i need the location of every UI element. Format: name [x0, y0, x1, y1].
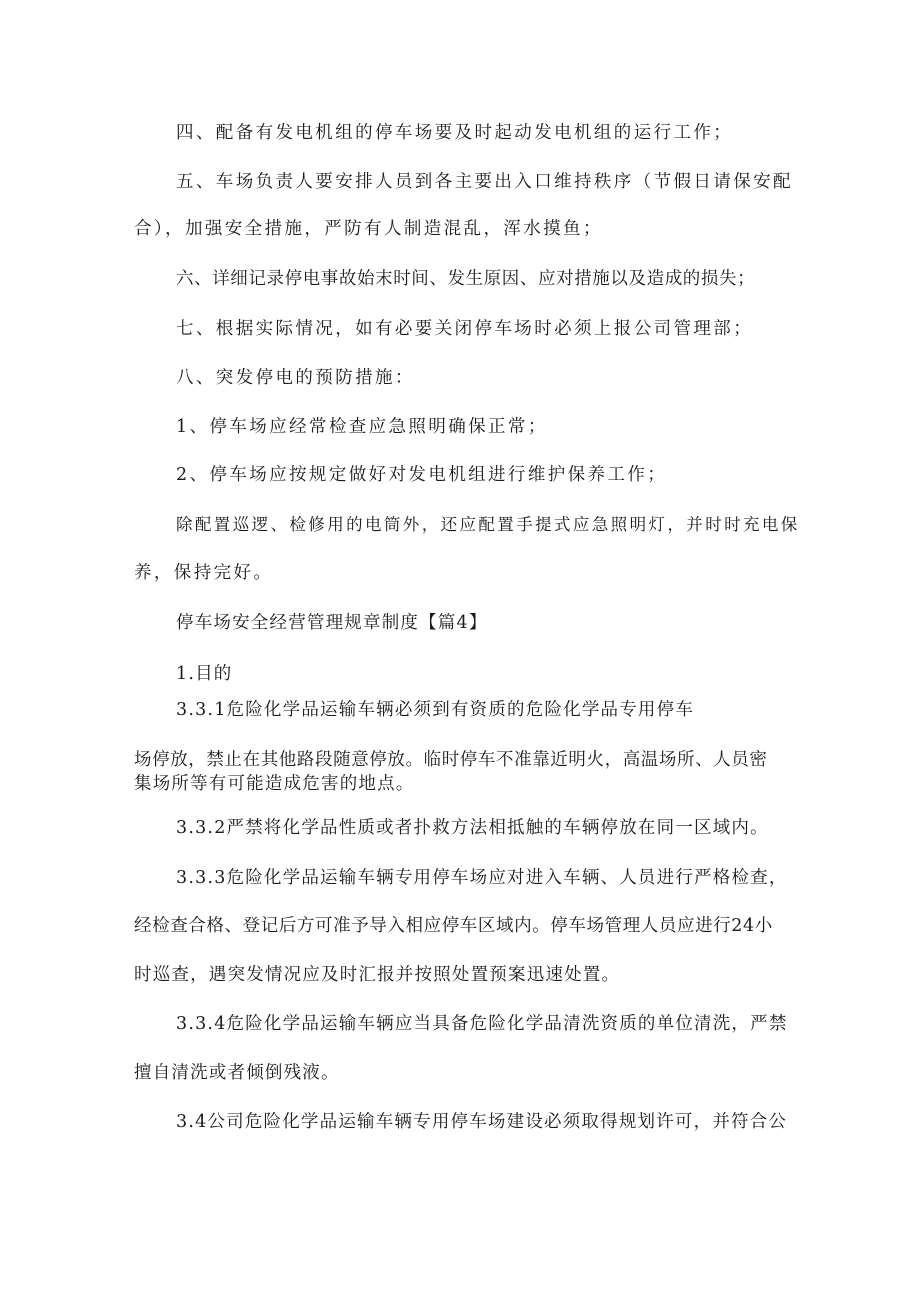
section-heading: 停车场安全经营管理规章制度【篇4】 [176, 613, 488, 633]
paragraph-line: 经检查合格、登记后方可准予导入相应停车区域内。停车场管理人员应进行24小 [134, 916, 773, 936]
paragraph-line: 2、停车场应按规定做好对发电机组进行维护保养工作； [176, 465, 668, 485]
paragraph-line: 3.3.4危险化学品运输车辆应当具备危险化学品清洗资质的单位清洗，严禁 [176, 1014, 788, 1034]
paragraph-line: 场停放，禁止在其他路段随意停放。临时停车不准靠近明火，高温场所、人员密 [134, 750, 768, 770]
paragraph-line: 除配置巡逻、检修用的电筒外，还应配置手提式应急照明灯，并时时充电保 [176, 515, 800, 534]
paragraph-line: 3.3.3危险化学品运输车辆专用停车场应对进入车辆、人员进行严格检查， [176, 868, 788, 888]
paragraph-line: 养，保持完好。 [134, 563, 274, 583]
paragraph-line: 合），加强安全措施，严防有人制造混乱，浑水摸鱼； [134, 219, 603, 239]
paragraph-line: 3.3.2严禁将化学品性质或者扑救方法相抵触的车辆停放在同一区域内。 [176, 818, 769, 838]
paragraph-line: 五、车场负责人要安排人员到各主要出入口维持秩序（节假日请保安配 [176, 172, 793, 192]
paragraph-line: 七、根据实际情况，如有必要关闭停车场时必须上报公司管理部； [176, 319, 754, 339]
paragraph-line: 六、详细记录停电事故始末时间、发生原因、应对措施以及造成的损失； [176, 269, 756, 289]
paragraph-line: 1.目的 [176, 664, 233, 684]
paragraph-line: 3.3.1危险化学品运输车辆必须到有资质的危险化学品专用停车 [176, 700, 695, 720]
paragraph-line: 八、突发停电的预防措施： [176, 368, 415, 388]
paragraph-line: 四、配备有发电机组的停车场要及时起动发电机组的运行工作； [176, 123, 734, 143]
paragraph-line: 集场所等有可能造成危害的地点。 [134, 774, 415, 794]
paragraph-line: 3.4公司危险化学品运输车辆专用停车场建设必须取得规划许可，并符合公 [176, 1112, 788, 1132]
paragraph-line: 擅自清洗或者倾倒残液。 [134, 1063, 340, 1083]
paragraph-line: 时巡查，遇突发情况应及时汇报并按照处置预案迅速处置。 [134, 965, 621, 985]
paragraph-line: 1、停车场应经常检查应急照明确保正常； [176, 417, 548, 437]
